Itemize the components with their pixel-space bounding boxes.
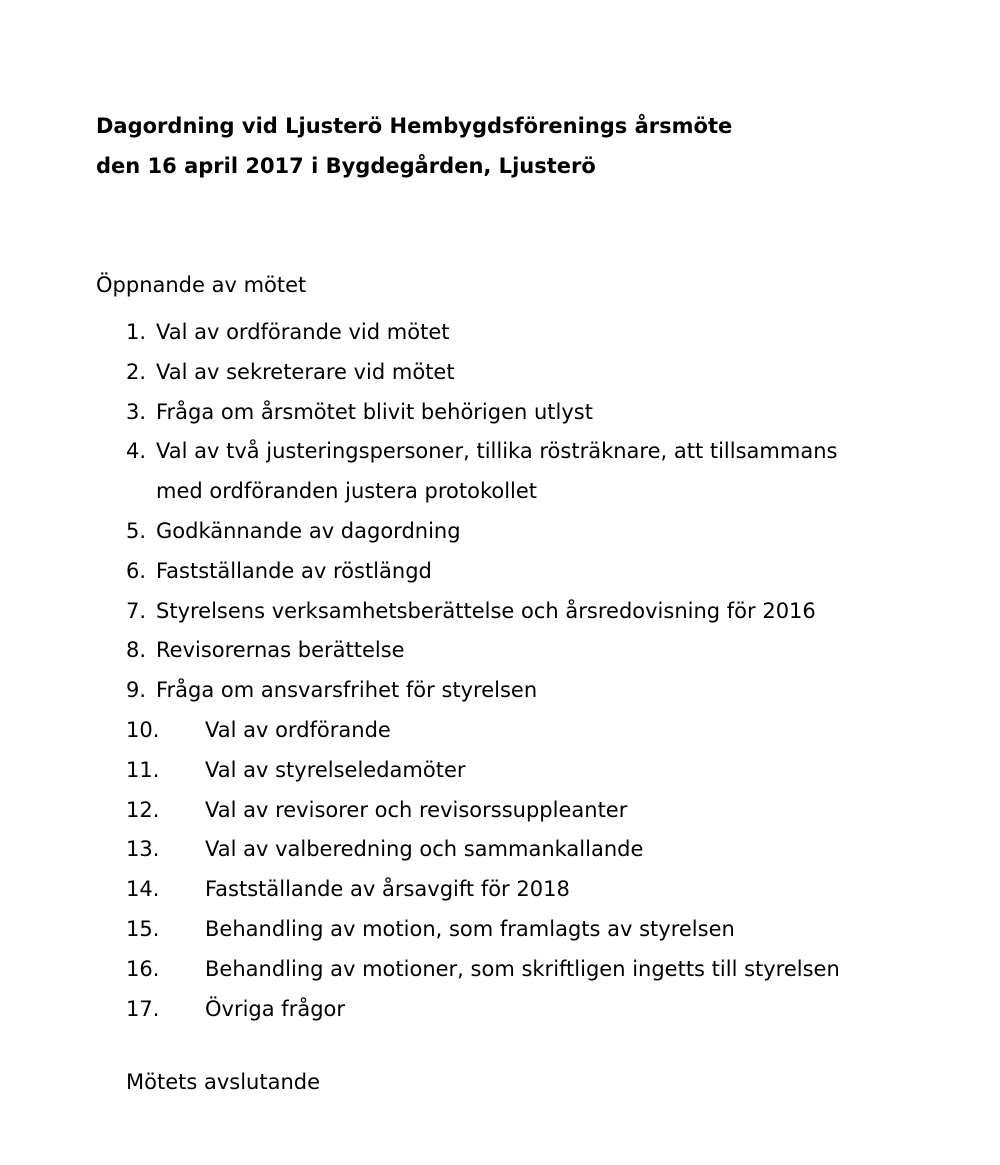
item-number: 7. [126,598,147,623]
agenda-list [126,313,886,1029]
item-number: 13. [126,837,160,862]
item-text: Styrelsens verksamhetsberättelse och årsredovisning för 2016 [156,598,816,623]
item-number: 3. [126,399,147,424]
item-number: 9. [126,678,147,703]
item-text: Revisorernas berättelse [156,638,405,663]
item-number: 14. [126,877,160,902]
item-text: Val av revisorer och revisorssuppleanter [205,797,628,822]
agenda-item [126,313,886,353]
item-text: Fastställande av röstlängd [156,558,432,583]
agenda-item [126,830,886,870]
agenda-item [126,870,886,910]
item-number: 8. [126,638,147,663]
item-number: 16. [126,956,160,981]
opening-heading: Öppnande av mötet [96,273,307,297]
item-text: Fråga om ansvarsfrihet för styrelsen [156,678,538,703]
item-number: 15. [126,916,160,941]
item-number: 6. [126,558,147,583]
item-text: Val av två justeringspersoner, tillika rösträknare, att tillsammans med ordföranden justera protokollet [156,439,838,504]
item-number: 2. [126,359,147,384]
item-text: Val av ordförande [205,717,391,742]
agenda-item [126,552,886,592]
item-number: 12. [126,797,160,822]
agenda-item [126,671,886,711]
item-text: Val av ordförande vid mötet [156,320,450,344]
agenda-item [126,950,886,990]
agenda-item [126,990,886,1030]
agenda-item [126,751,886,791]
item-number: 5. [126,518,147,543]
agenda-item [126,432,886,512]
item-text: Godkännande av dagordning [156,518,461,543]
document-title-line-2: den 16 april 2017 i Bygdegården, Ljusterö [96,154,596,178]
item-number: 10. [126,717,160,742]
item-text: Fastställande av årsavgift för 2018 [205,877,570,902]
item-text: Val av styrelseledamöter [205,757,466,782]
item-text: Val av valberedning och sammankallande [205,837,644,862]
item-text: Behandling av motioner, som skriftligen ingetts till styrelsen [205,956,840,981]
item-text: Fråga om årsmötet blivit behörigen utlyst [156,399,593,424]
agenda-item [126,791,886,831]
agenda-item [126,393,886,433]
item-text: Behandling av motion, som framlagts av styrelsen [205,916,735,941]
closing-heading: Mötets avslutande [126,1070,321,1094]
agenda-item [126,910,886,950]
agenda-item [126,711,886,751]
item-number: 1. [126,320,147,344]
item-number: 11. [126,757,160,782]
item-number: 17. [126,996,160,1021]
agenda-item [126,631,886,671]
agenda-item [126,592,886,632]
item-number: 4. [126,439,147,464]
item-text: Val av sekreterare vid mötet [156,359,455,384]
document-title-line-1: Dagordning vid Ljusterö Hembygdsförenings årsmöte [96,114,733,138]
item-text: Övriga frågor [205,996,346,1021]
agenda-item [126,512,886,552]
agenda-item [126,353,886,393]
